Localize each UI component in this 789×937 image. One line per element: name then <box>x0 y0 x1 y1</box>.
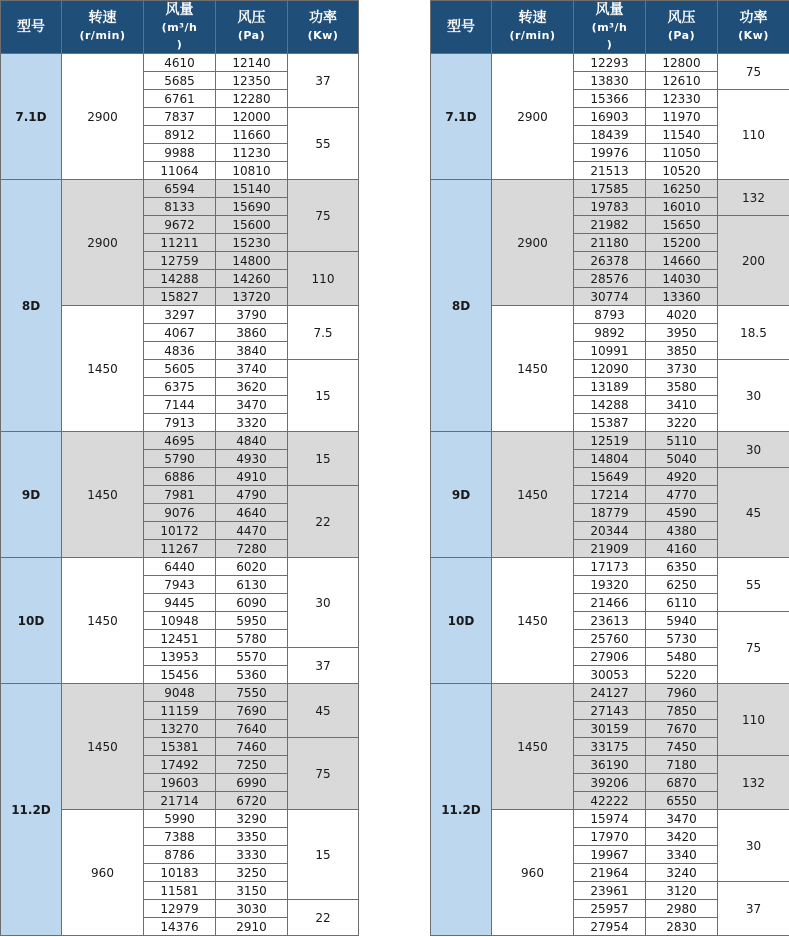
flow-cell: 25760 <box>574 630 646 648</box>
flow-cell: 11581 <box>144 882 216 900</box>
power-cell: 75 <box>718 54 789 90</box>
flow-cell: 10172 <box>144 522 216 540</box>
flow-cell: 30774 <box>574 288 646 306</box>
pressure-cell: 12350 <box>216 72 288 90</box>
pressure-cell: 3330 <box>216 846 288 864</box>
model-cell: 8D <box>1 180 62 432</box>
pressure-cell: 5110 <box>646 432 718 450</box>
pressure-cell: 3950 <box>646 324 718 342</box>
pressure-cell: 11970 <box>646 108 718 126</box>
power-cell: 75 <box>718 612 789 684</box>
flow-cell: 19320 <box>574 576 646 594</box>
flow-cell: 11267 <box>144 540 216 558</box>
pressure-cell: 3420 <box>646 828 718 846</box>
pressure-cell: 15690 <box>216 198 288 216</box>
pressure-cell: 15140 <box>216 180 288 198</box>
pressure-cell: 3840 <box>216 342 288 360</box>
header-flow <box>144 1 216 54</box>
flow-cell: 42222 <box>574 792 646 810</box>
pressure-cell: 3740 <box>216 360 288 378</box>
pressure-cell: 12140 <box>216 54 288 72</box>
table-row <box>431 558 789 576</box>
header-pressure <box>216 1 288 54</box>
header-power-label: 功率 <box>309 10 337 26</box>
power-cell: 37 <box>288 54 359 108</box>
header-power <box>718 1 789 54</box>
flow-cell: 18779 <box>574 504 646 522</box>
flow-cell: 4695 <box>144 432 216 450</box>
pressure-cell: 10520 <box>646 162 718 180</box>
fan-spec-table-right <box>430 0 789 936</box>
speed-cell: 1450 <box>62 684 144 810</box>
pressure-cell: 6130 <box>216 576 288 594</box>
header-row <box>1 1 359 54</box>
pressure-cell: 5360 <box>216 666 288 684</box>
table-row <box>431 432 789 450</box>
power-cell: 15 <box>288 360 359 432</box>
fan-spec-table-left <box>0 0 359 936</box>
flow-cell: 39206 <box>574 774 646 792</box>
pressure-cell: 7180 <box>646 756 718 774</box>
pressure-cell: 3410 <box>646 396 718 414</box>
header-power-label: 功率 <box>739 10 768 26</box>
pressure-cell: 11660 <box>216 126 288 144</box>
pressure-cell: 14260 <box>216 270 288 288</box>
pressure-cell: 3790 <box>216 306 288 324</box>
flow-cell: 10948 <box>144 612 216 630</box>
flow-cell: 20344 <box>574 522 646 540</box>
flow-cell: 17173 <box>574 558 646 576</box>
pressure-cell: 7550 <box>216 684 288 702</box>
flow-cell: 9076 <box>144 504 216 522</box>
flow-cell: 7981 <box>144 486 216 504</box>
flow-cell: 14376 <box>144 918 216 936</box>
pressure-cell: 7460 <box>216 738 288 756</box>
flow-cell: 5790 <box>144 450 216 468</box>
pressure-cell: 12610 <box>646 72 718 90</box>
header-speed-label: 转速 <box>518 10 547 26</box>
header-pressure-label: 风压 <box>237 10 266 26</box>
flow-cell: 14288 <box>574 396 646 414</box>
flow-cell: 30053 <box>574 666 646 684</box>
flow-cell: 6375 <box>144 378 216 396</box>
flow-cell: 9048 <box>144 684 216 702</box>
pressure-cell: 4590 <box>646 504 718 522</box>
pressure-cell: 4380 <box>646 522 718 540</box>
flow-cell: 5685 <box>144 72 216 90</box>
pressure-cell: 7690 <box>216 702 288 720</box>
power-cell: 45 <box>288 684 359 738</box>
pressure-cell: 2830 <box>646 918 718 936</box>
flow-cell: 9672 <box>144 216 216 234</box>
header-pressure-unit: (Pa) <box>667 29 696 42</box>
pressure-cell: 3250 <box>216 864 288 882</box>
power-cell: 37 <box>288 648 359 684</box>
flow-cell: 5605 <box>144 360 216 378</box>
pressure-cell: 6020 <box>216 558 288 576</box>
flow-cell: 13189 <box>574 378 646 396</box>
table-row <box>1 558 359 576</box>
model-cell: 7.1D <box>431 54 492 180</box>
header-power-unit: (Kw) <box>307 29 339 42</box>
power-cell: 15 <box>288 810 359 900</box>
flow-cell: 21466 <box>574 594 646 612</box>
speed-cell: 960 <box>62 810 144 936</box>
flow-cell: 4836 <box>144 342 216 360</box>
flow-cell: 12759 <box>144 252 216 270</box>
pressure-cell: 3320 <box>216 414 288 432</box>
pressure-cell: 3470 <box>216 396 288 414</box>
flow-cell: 19967 <box>574 846 646 864</box>
pressure-cell: 6550 <box>646 792 718 810</box>
pressure-cell: 11230 <box>216 144 288 162</box>
flow-cell: 17970 <box>574 828 646 846</box>
pressure-cell: 3220 <box>646 414 718 432</box>
flow-cell: 12293 <box>574 54 646 72</box>
pressure-cell: 6990 <box>216 774 288 792</box>
power-cell: 110 <box>718 684 789 756</box>
power-cell: 55 <box>718 558 789 612</box>
model-cell: 9D <box>1 432 62 558</box>
flow-cell: 26378 <box>574 252 646 270</box>
power-cell: 30 <box>718 432 789 468</box>
flow-cell: 4067 <box>144 324 216 342</box>
pressure-cell: 16250 <box>646 180 718 198</box>
pressure-cell: 3620 <box>216 378 288 396</box>
flow-cell: 21964 <box>574 864 646 882</box>
flow-cell: 15366 <box>574 90 646 108</box>
pressure-cell: 5950 <box>216 612 288 630</box>
flow-cell: 21982 <box>574 216 646 234</box>
flow-cell: 21909 <box>574 540 646 558</box>
pressure-cell: 4020 <box>646 306 718 324</box>
flow-cell: 27954 <box>574 918 646 936</box>
header-model <box>431 1 492 54</box>
pressure-cell: 15650 <box>646 216 718 234</box>
pressure-cell: 3290 <box>216 810 288 828</box>
flow-cell: 6594 <box>144 180 216 198</box>
pressure-cell: 7670 <box>646 720 718 738</box>
power-cell: 30 <box>718 360 789 432</box>
pressure-cell: 3120 <box>646 882 718 900</box>
model-cell: 8D <box>431 180 492 432</box>
pressure-cell: 2910 <box>216 918 288 936</box>
flow-cell: 25957 <box>574 900 646 918</box>
flow-cell: 9988 <box>144 144 216 162</box>
header-model-label: 型号 <box>17 18 45 35</box>
pressure-cell: 3580 <box>646 378 718 396</box>
header-speed-unit: (r/min) <box>509 29 556 42</box>
model-cell: 11.2D <box>431 684 492 936</box>
pressure-cell: 4920 <box>646 468 718 486</box>
header-power-unit: (Kw) <box>738 29 769 42</box>
pressure-cell: 7250 <box>216 756 288 774</box>
flow-cell: 21180 <box>574 234 646 252</box>
pressure-cell: 3860 <box>216 324 288 342</box>
table-row <box>431 684 789 702</box>
flow-cell: 8786 <box>144 846 216 864</box>
pressure-cell: 13720 <box>216 288 288 306</box>
flow-cell: 7837 <box>144 108 216 126</box>
flow-cell: 19783 <box>574 198 646 216</box>
power-cell: 22 <box>288 900 359 936</box>
table-row <box>1 180 359 198</box>
pressure-cell: 7640 <box>216 720 288 738</box>
pressure-cell: 5480 <box>646 648 718 666</box>
pressure-cell: 6350 <box>646 558 718 576</box>
flow-cell: 23961 <box>574 882 646 900</box>
flow-cell: 13953 <box>144 648 216 666</box>
flow-cell: 15649 <box>574 468 646 486</box>
flow-cell: 8912 <box>144 126 216 144</box>
header-flow-unit-close: ) <box>606 37 613 51</box>
pressure-cell: 4770 <box>646 486 718 504</box>
flow-cell: 14288 <box>144 270 216 288</box>
pressure-cell: 11540 <box>646 126 718 144</box>
pressure-cell: 14660 <box>646 252 718 270</box>
flow-cell: 9892 <box>574 324 646 342</box>
flow-cell: 27143 <box>574 702 646 720</box>
flow-cell: 30159 <box>574 720 646 738</box>
pressure-cell: 6090 <box>216 594 288 612</box>
pressure-cell: 4160 <box>646 540 718 558</box>
flow-cell: 6761 <box>144 90 216 108</box>
flow-cell: 7943 <box>144 576 216 594</box>
pressure-cell: 6110 <box>646 594 718 612</box>
flow-cell: 7388 <box>144 828 216 846</box>
flow-cell: 6886 <box>144 468 216 486</box>
flow-cell: 4610 <box>144 54 216 72</box>
pressure-cell: 4640 <box>216 504 288 522</box>
flow-cell: 7913 <box>144 414 216 432</box>
flow-cell: 11064 <box>144 162 216 180</box>
speed-cell: 1450 <box>62 432 144 558</box>
flow-cell: 9445 <box>144 594 216 612</box>
flow-cell: 11159 <box>144 702 216 720</box>
speed-cell: 1450 <box>62 306 144 432</box>
model-cell: 11.2D <box>1 684 62 936</box>
flow-cell: 19976 <box>574 144 646 162</box>
speed-cell: 2900 <box>62 180 144 306</box>
pressure-cell: 4840 <box>216 432 288 450</box>
flow-cell: 5990 <box>144 810 216 828</box>
table-row <box>1 684 359 702</box>
pressure-cell: 10810 <box>216 162 288 180</box>
flow-cell: 16903 <box>574 108 646 126</box>
pressure-cell: 15600 <box>216 216 288 234</box>
power-cell: 7.5 <box>288 306 359 360</box>
flow-cell: 12519 <box>574 432 646 450</box>
power-cell: 200 <box>718 216 789 306</box>
pressure-cell: 4790 <box>216 486 288 504</box>
pressure-cell: 12330 <box>646 90 718 108</box>
flow-cell: 33175 <box>574 738 646 756</box>
table-row <box>1 54 359 72</box>
table-row <box>431 54 789 72</box>
flow-cell: 17585 <box>574 180 646 198</box>
power-cell: 18.5 <box>718 306 789 360</box>
power-cell: 55 <box>288 108 359 180</box>
flow-cell: 8793 <box>574 306 646 324</box>
pressure-cell: 4930 <box>216 450 288 468</box>
header-flow-label: 风量 <box>165 1 194 18</box>
flow-cell: 23613 <box>574 612 646 630</box>
power-cell: 30 <box>718 810 789 882</box>
pressure-cell: 15200 <box>646 234 718 252</box>
power-cell: 15 <box>288 432 359 486</box>
flow-cell: 12451 <box>144 630 216 648</box>
pressure-cell: 3340 <box>646 846 718 864</box>
speed-cell: 2900 <box>62 54 144 180</box>
speed-cell: 1450 <box>492 432 574 558</box>
flow-cell: 15381 <box>144 738 216 756</box>
flow-cell: 7144 <box>144 396 216 414</box>
table-body-left <box>1 54 359 936</box>
pressure-cell: 11050 <box>646 144 718 162</box>
flow-cell: 13830 <box>574 72 646 90</box>
flow-cell: 6440 <box>144 558 216 576</box>
model-cell: 9D <box>431 432 492 558</box>
header-speed <box>62 1 144 54</box>
pressure-cell: 7960 <box>646 684 718 702</box>
flow-cell: 8133 <box>144 198 216 216</box>
pressure-cell: 5220 <box>646 666 718 684</box>
pressure-cell: 3850 <box>646 342 718 360</box>
power-cell: 132 <box>718 756 789 810</box>
pressure-cell: 12280 <box>216 90 288 108</box>
header-speed-unit: (r/min) <box>79 29 126 42</box>
flow-cell: 14804 <box>574 450 646 468</box>
pressure-cell: 5940 <box>646 612 718 630</box>
flow-cell: 12979 <box>144 900 216 918</box>
power-cell: 110 <box>718 90 789 180</box>
table-row <box>431 180 789 198</box>
speed-cell: 1450 <box>492 684 574 810</box>
pressure-cell: 6720 <box>216 792 288 810</box>
speed-cell: 1450 <box>492 558 574 684</box>
model-cell: 7.1D <box>1 54 62 180</box>
power-cell: 75 <box>288 180 359 252</box>
header-speed-label: 转速 <box>88 10 117 26</box>
table-body-right <box>431 54 789 936</box>
header-pressure-unit: (Pa) <box>237 29 266 42</box>
pressure-cell: 3470 <box>646 810 718 828</box>
pressure-cell: 7450 <box>646 738 718 756</box>
pressure-cell: 12800 <box>646 54 718 72</box>
pressure-cell: 5040 <box>646 450 718 468</box>
flow-cell: 17492 <box>144 756 216 774</box>
flow-cell: 3297 <box>144 306 216 324</box>
header-pressure <box>646 1 718 54</box>
flow-cell: 21513 <box>574 162 646 180</box>
pressure-cell: 3240 <box>646 864 718 882</box>
flow-cell: 18439 <box>574 126 646 144</box>
power-cell: 75 <box>288 738 359 810</box>
header-pressure-label: 风压 <box>667 10 696 26</box>
pressure-cell: 3350 <box>216 828 288 846</box>
pressure-cell: 13360 <box>646 288 718 306</box>
model-cell: 10D <box>1 558 62 684</box>
pressure-cell: 7280 <box>216 540 288 558</box>
pressure-cell: 2980 <box>646 900 718 918</box>
speed-cell: 2900 <box>492 54 574 180</box>
pressure-cell: 6870 <box>646 774 718 792</box>
flow-cell: 15456 <box>144 666 216 684</box>
header-model-label: 型号 <box>447 18 475 35</box>
pressure-cell: 14030 <box>646 270 718 288</box>
pressure-cell: 5780 <box>216 630 288 648</box>
flow-cell: 10183 <box>144 864 216 882</box>
flow-cell: 12090 <box>574 360 646 378</box>
flow-cell: 17214 <box>574 486 646 504</box>
speed-cell: 1450 <box>62 558 144 684</box>
flow-cell: 21714 <box>144 792 216 810</box>
flow-cell: 19603 <box>144 774 216 792</box>
flow-cell: 15974 <box>574 810 646 828</box>
model-cell: 10D <box>431 558 492 684</box>
pressure-cell: 16010 <box>646 198 718 216</box>
header-flow-unit: (m³/h <box>591 20 628 34</box>
power-cell: 37 <box>718 882 789 936</box>
power-cell: 132 <box>718 180 789 216</box>
header-flow-label: 风量 <box>595 1 624 18</box>
flow-cell: 24127 <box>574 684 646 702</box>
header-row <box>431 1 789 54</box>
pressure-cell: 5730 <box>646 630 718 648</box>
power-cell: 22 <box>288 486 359 558</box>
flow-cell: 27906 <box>574 648 646 666</box>
flow-cell: 15387 <box>574 414 646 432</box>
header-flow <box>574 1 646 54</box>
pressure-cell: 4470 <box>216 522 288 540</box>
pressure-cell: 14800 <box>216 252 288 270</box>
table-row <box>1 432 359 450</box>
header-power <box>288 1 359 54</box>
flow-cell: 28576 <box>574 270 646 288</box>
header-model <box>1 1 62 54</box>
pressure-cell: 3150 <box>216 882 288 900</box>
header-flow-unit-close: ) <box>176 37 183 51</box>
header-flow-unit: (m³/h <box>161 20 198 34</box>
header-speed <box>492 1 574 54</box>
pressure-cell: 5570 <box>216 648 288 666</box>
pressure-cell: 7850 <box>646 702 718 720</box>
flow-cell: 15827 <box>144 288 216 306</box>
pressure-cell: 12000 <box>216 108 288 126</box>
flow-cell: 13270 <box>144 720 216 738</box>
speed-cell: 2900 <box>492 180 574 306</box>
power-cell: 45 <box>718 468 789 558</box>
pressure-cell: 6250 <box>646 576 718 594</box>
pressure-cell: 15230 <box>216 234 288 252</box>
speed-cell: 960 <box>492 810 574 936</box>
flow-cell: 11211 <box>144 234 216 252</box>
power-cell: 110 <box>288 252 359 306</box>
speed-cell: 1450 <box>492 306 574 432</box>
power-cell: 30 <box>288 558 359 648</box>
pressure-cell: 4910 <box>216 468 288 486</box>
pressure-cell: 3730 <box>646 360 718 378</box>
flow-cell: 36190 <box>574 756 646 774</box>
flow-cell: 10991 <box>574 342 646 360</box>
pressure-cell: 3030 <box>216 900 288 918</box>
